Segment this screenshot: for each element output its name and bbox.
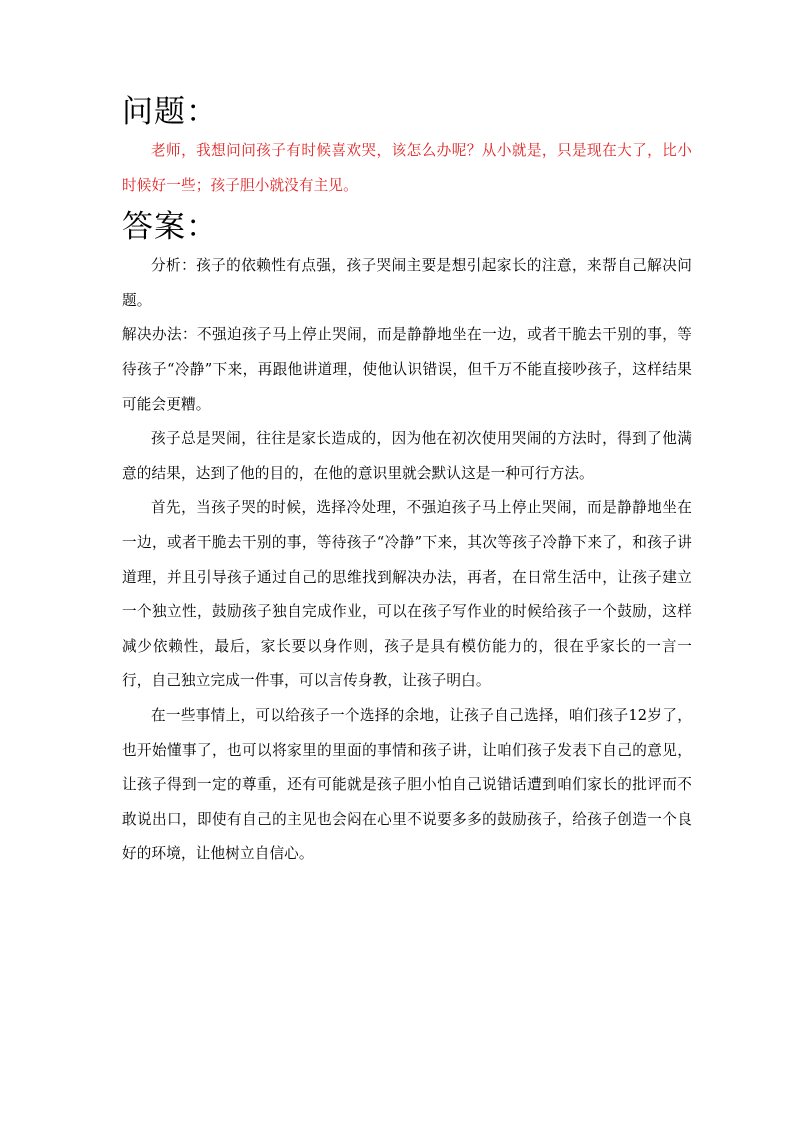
question-text: 老师，我想问问孩子有时候喜欢哭，该怎么办呢？从小就是，只是现在大了，比小时候好一些；孩子胆小就没有主见。 xyxy=(122,142,692,194)
method-paragraph: 首先，当孩子哭的时候，选择冷处理，不强迫孩子马上停止哭闹，而是静静地坐在一边，或者干脆去干别的事，等待孩子“冷静”下来，其次等孩子冷静下来了，和孩子讲道理，并且引导孩子通过自己的思维找到解决办法，再者，在日常生活中，让孩子建立一个独立性，鼓励孩子独自完成作业，可以在孩子写作业的时候给孩子一个鼓励，这样减少依赖性，最后，家长要以身作则，孩子是具有模仿能力的，很在乎家长的一言一行，自己独立完成一件事，可以言传身教，让孩子明白。 xyxy=(122,499,692,690)
solution-paragraph: 解决办法：不强迫孩子马上停止哭闹，而是静静地坐在一边，或者干脆去干别的事，等待孩子“冷静”下来，再跟他讲道理，使他认识错误，但千万不能直接吵孩子，这样结果可能会更糟。 xyxy=(122,326,692,413)
answer-section xyxy=(122,205,692,872)
answer-heading: 答案： xyxy=(122,209,218,246)
choice-paragraph: 在一些事情上，可以给孩子一个选择的余地，让孩子自己选择，咱们孩子12岁了，也开始懂事了，也可以将家里的里面的事情和孩子讲，让咱们孩子发表下自己的意见，让孩子得到一定的尊重，还有可能就是孩子胆小怕自己说错话遭到咱们家长的批评而不敢说出口，即使有自己的主见也会闷在心里不说要多多的鼓励孩子，给孩子创造一个良好的环境，让他树立自信心。 xyxy=(122,706,692,863)
question-heading: 问题： xyxy=(122,94,218,130)
analysis-paragraph: 分析：孩子的依赖性有点强，孩子哭闹主要是想引起家长的注意，来帮自己解决问题。 xyxy=(122,257,692,309)
reason-paragraph: 孩子总是哭闹，往往是家长造成的，因为他在初次使用哭闹的方法时，得到了他满意的结果，达到了他的目的，在他的意识里就会默认这是一种可行方法。 xyxy=(122,430,692,482)
question-section xyxy=(122,90,692,203)
